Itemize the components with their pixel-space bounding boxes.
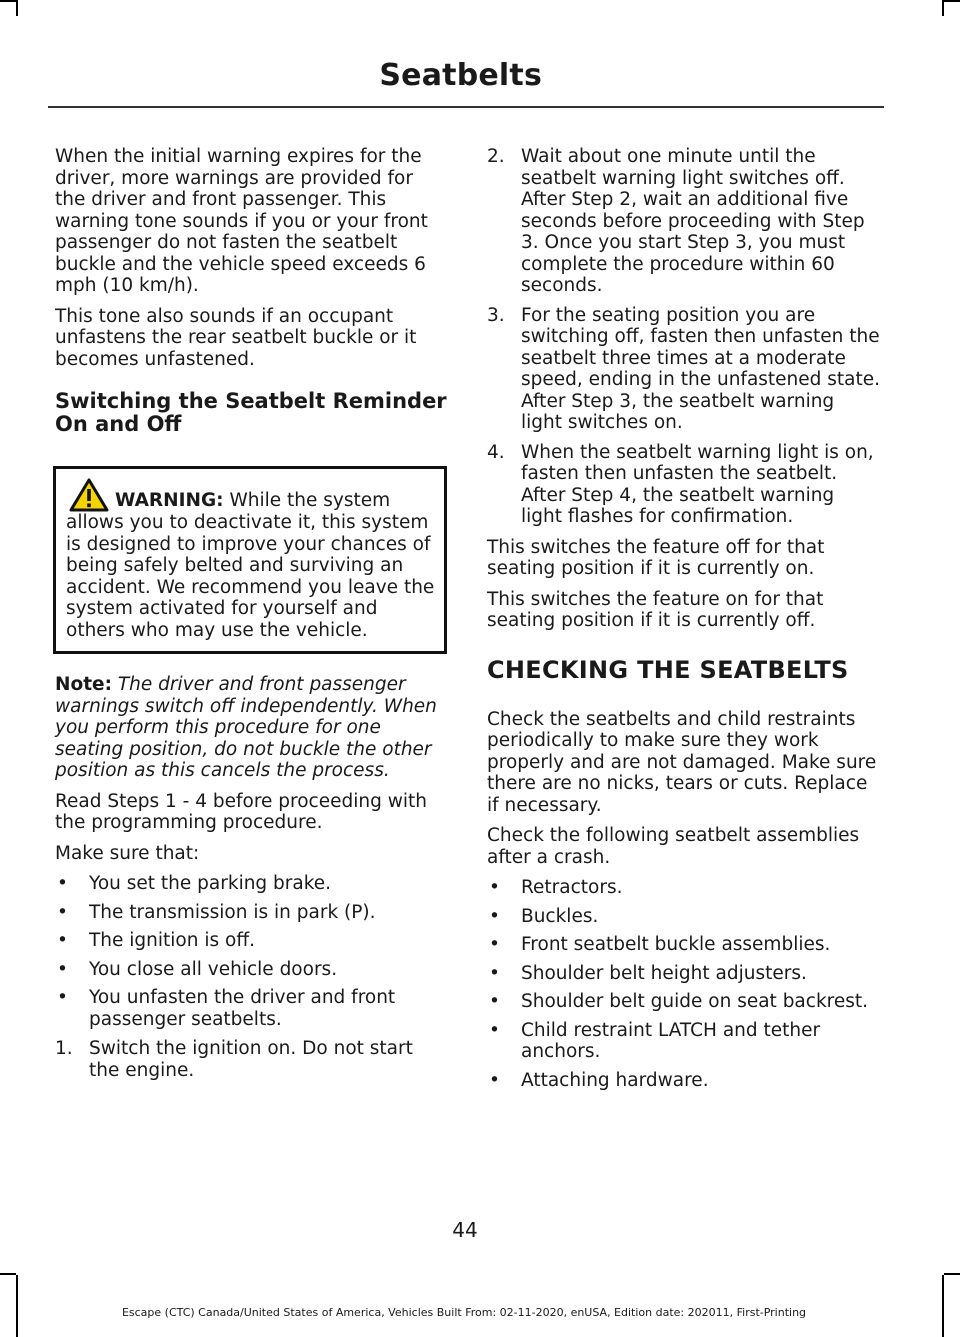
step-item: 3. For the seating position you are switching off, fasten then unfasten the seatbelt three times at a moderate speed, ending in the unfastened state. After Step 3, the seatbelt warning light switches on. xyxy=(487,304,881,433)
footer: Escape (CTC) Canada/United States of America, Vehicles Built From: 02-11-2020, enUSA, Edition date: 202011, First-Printing xyxy=(121,1306,807,1319)
crop-mark xyxy=(16,0,18,16)
left-column xyxy=(55,146,447,1090)
make-sure-paragraph: Make sure that: xyxy=(55,842,200,864)
step-number: 1. xyxy=(55,1038,73,1059)
check-paragraph: Check the seatbelts and child restraints periodically to make sure they work properly and are not damaged. Make sure there are no nicks, tears or cuts. Replace if necessary. xyxy=(487,708,877,816)
read-steps-paragraph: Read Steps 1 - 4 before proceeding with the programming procedure. xyxy=(55,790,427,833)
bullet: • xyxy=(489,934,500,955)
bullet: • xyxy=(489,905,500,927)
assemblies-list xyxy=(487,877,881,1091)
list-item: • Buckles. xyxy=(489,905,599,927)
step-item: 4. When the seatbelt warning light is on, fasten then unfasten the seatbelt. After Step 4, the seatbelt warning light flashes for confirmation. xyxy=(487,441,874,527)
warning-text: While the system allows you to deactivate it, this system is designed to improve your chances of being safely belted and surviving an accident. We recommend you leave the system activated for yourself and others who may use the vehicle. xyxy=(66,490,435,641)
bullet: • xyxy=(489,877,500,898)
bullet: • xyxy=(57,987,68,1008)
intro-paragraph: When the initial warning expires for the driver, more warnings are provided for the driver and front passenger. This warning tone sounds if you or your front passenger do not fasten the seatbelt buckle and the vehicle speed exceeds 6 mph (10 km/h). xyxy=(55,146,428,296)
bullet: • xyxy=(489,962,500,984)
warning-box xyxy=(53,466,447,654)
step-item: 1. Switch the ignition on. Do not start the engine. xyxy=(55,1038,413,1081)
bullet: • xyxy=(57,930,68,951)
bullet: • xyxy=(489,1019,500,1041)
bullet: • xyxy=(57,901,68,923)
page-number: 44 xyxy=(452,1218,478,1242)
step-item: 2. Wait about one minute until the seatbelt warning light switches off. After Step 2, wait an additional five seconds before proceeding with Step 3. Once you start Step 3, you must complete the procedure within 60 seconds. xyxy=(487,146,865,296)
list-item: • Attaching hardware. xyxy=(489,1069,709,1091)
header-divider xyxy=(48,106,884,108)
crop-mark xyxy=(944,0,960,2)
list-item: • The transmission is in park (P). xyxy=(57,901,376,923)
note-text: The driver and front passenger warnings switch off independently. When you perform this procedure for one seating position, do not buckle the other position as this cancels the process. xyxy=(55,674,437,781)
bullet: • xyxy=(57,873,68,894)
note xyxy=(55,674,447,782)
warning-label: WARNING: xyxy=(115,490,224,511)
crop-mark xyxy=(944,1273,960,1275)
after-crash-paragraph: Check the following seatbelt assemblies after a crash. xyxy=(487,825,860,868)
list-item: • Shoulder belt guide on seat backrest. xyxy=(489,991,869,1012)
list-item: • Front seatbelt buckle assemblies. xyxy=(489,934,831,955)
crop-mark xyxy=(0,1273,16,1275)
preconditions-list xyxy=(55,873,447,1030)
bullet: • xyxy=(489,991,500,1012)
list-item: • Shoulder belt height adjusters. xyxy=(489,962,807,984)
step-number: 4. xyxy=(487,441,505,463)
section-heading: Switching the Seatbelt Reminder On and Off xyxy=(55,389,447,436)
bullet: • xyxy=(489,1069,500,1091)
steps-list xyxy=(55,1038,447,1081)
section-heading: CHECKING THE SEATBELTS xyxy=(487,655,849,684)
steps-list xyxy=(487,146,881,528)
list-item: • Retractors. xyxy=(489,877,623,898)
list-item: • The ignition is off. xyxy=(57,930,255,951)
warning-triangle-icon xyxy=(69,478,109,512)
step-number: 3. xyxy=(487,304,505,326)
tone-paragraph: This tone also sounds if an occupant unfastens the rear seatbelt buckle or it becomes unfastened. xyxy=(55,305,417,370)
right-column xyxy=(487,146,881,1099)
list-item: • You close all vehicle doors. xyxy=(57,958,338,980)
page-title: Seatbelts xyxy=(379,58,542,93)
list-item: • You set the parking brake. xyxy=(57,873,332,894)
switch-off-paragraph: This switches the feature off for that seating position if it is currently on. xyxy=(487,536,825,579)
crop-mark xyxy=(942,1275,944,1337)
note-label: Note: xyxy=(55,674,112,695)
list-item: • You unfasten the driver and front passenger seatbelts. xyxy=(57,987,396,1030)
bullet: • xyxy=(57,958,68,980)
step-number: 2. xyxy=(487,146,505,167)
switch-on-paragraph: This switches the feature on for that seating position if it is currently off. xyxy=(487,588,824,631)
crop-mark xyxy=(942,0,944,16)
crop-mark xyxy=(0,0,16,2)
list-item: • Child restraint LATCH and tether anchors. xyxy=(489,1019,821,1062)
